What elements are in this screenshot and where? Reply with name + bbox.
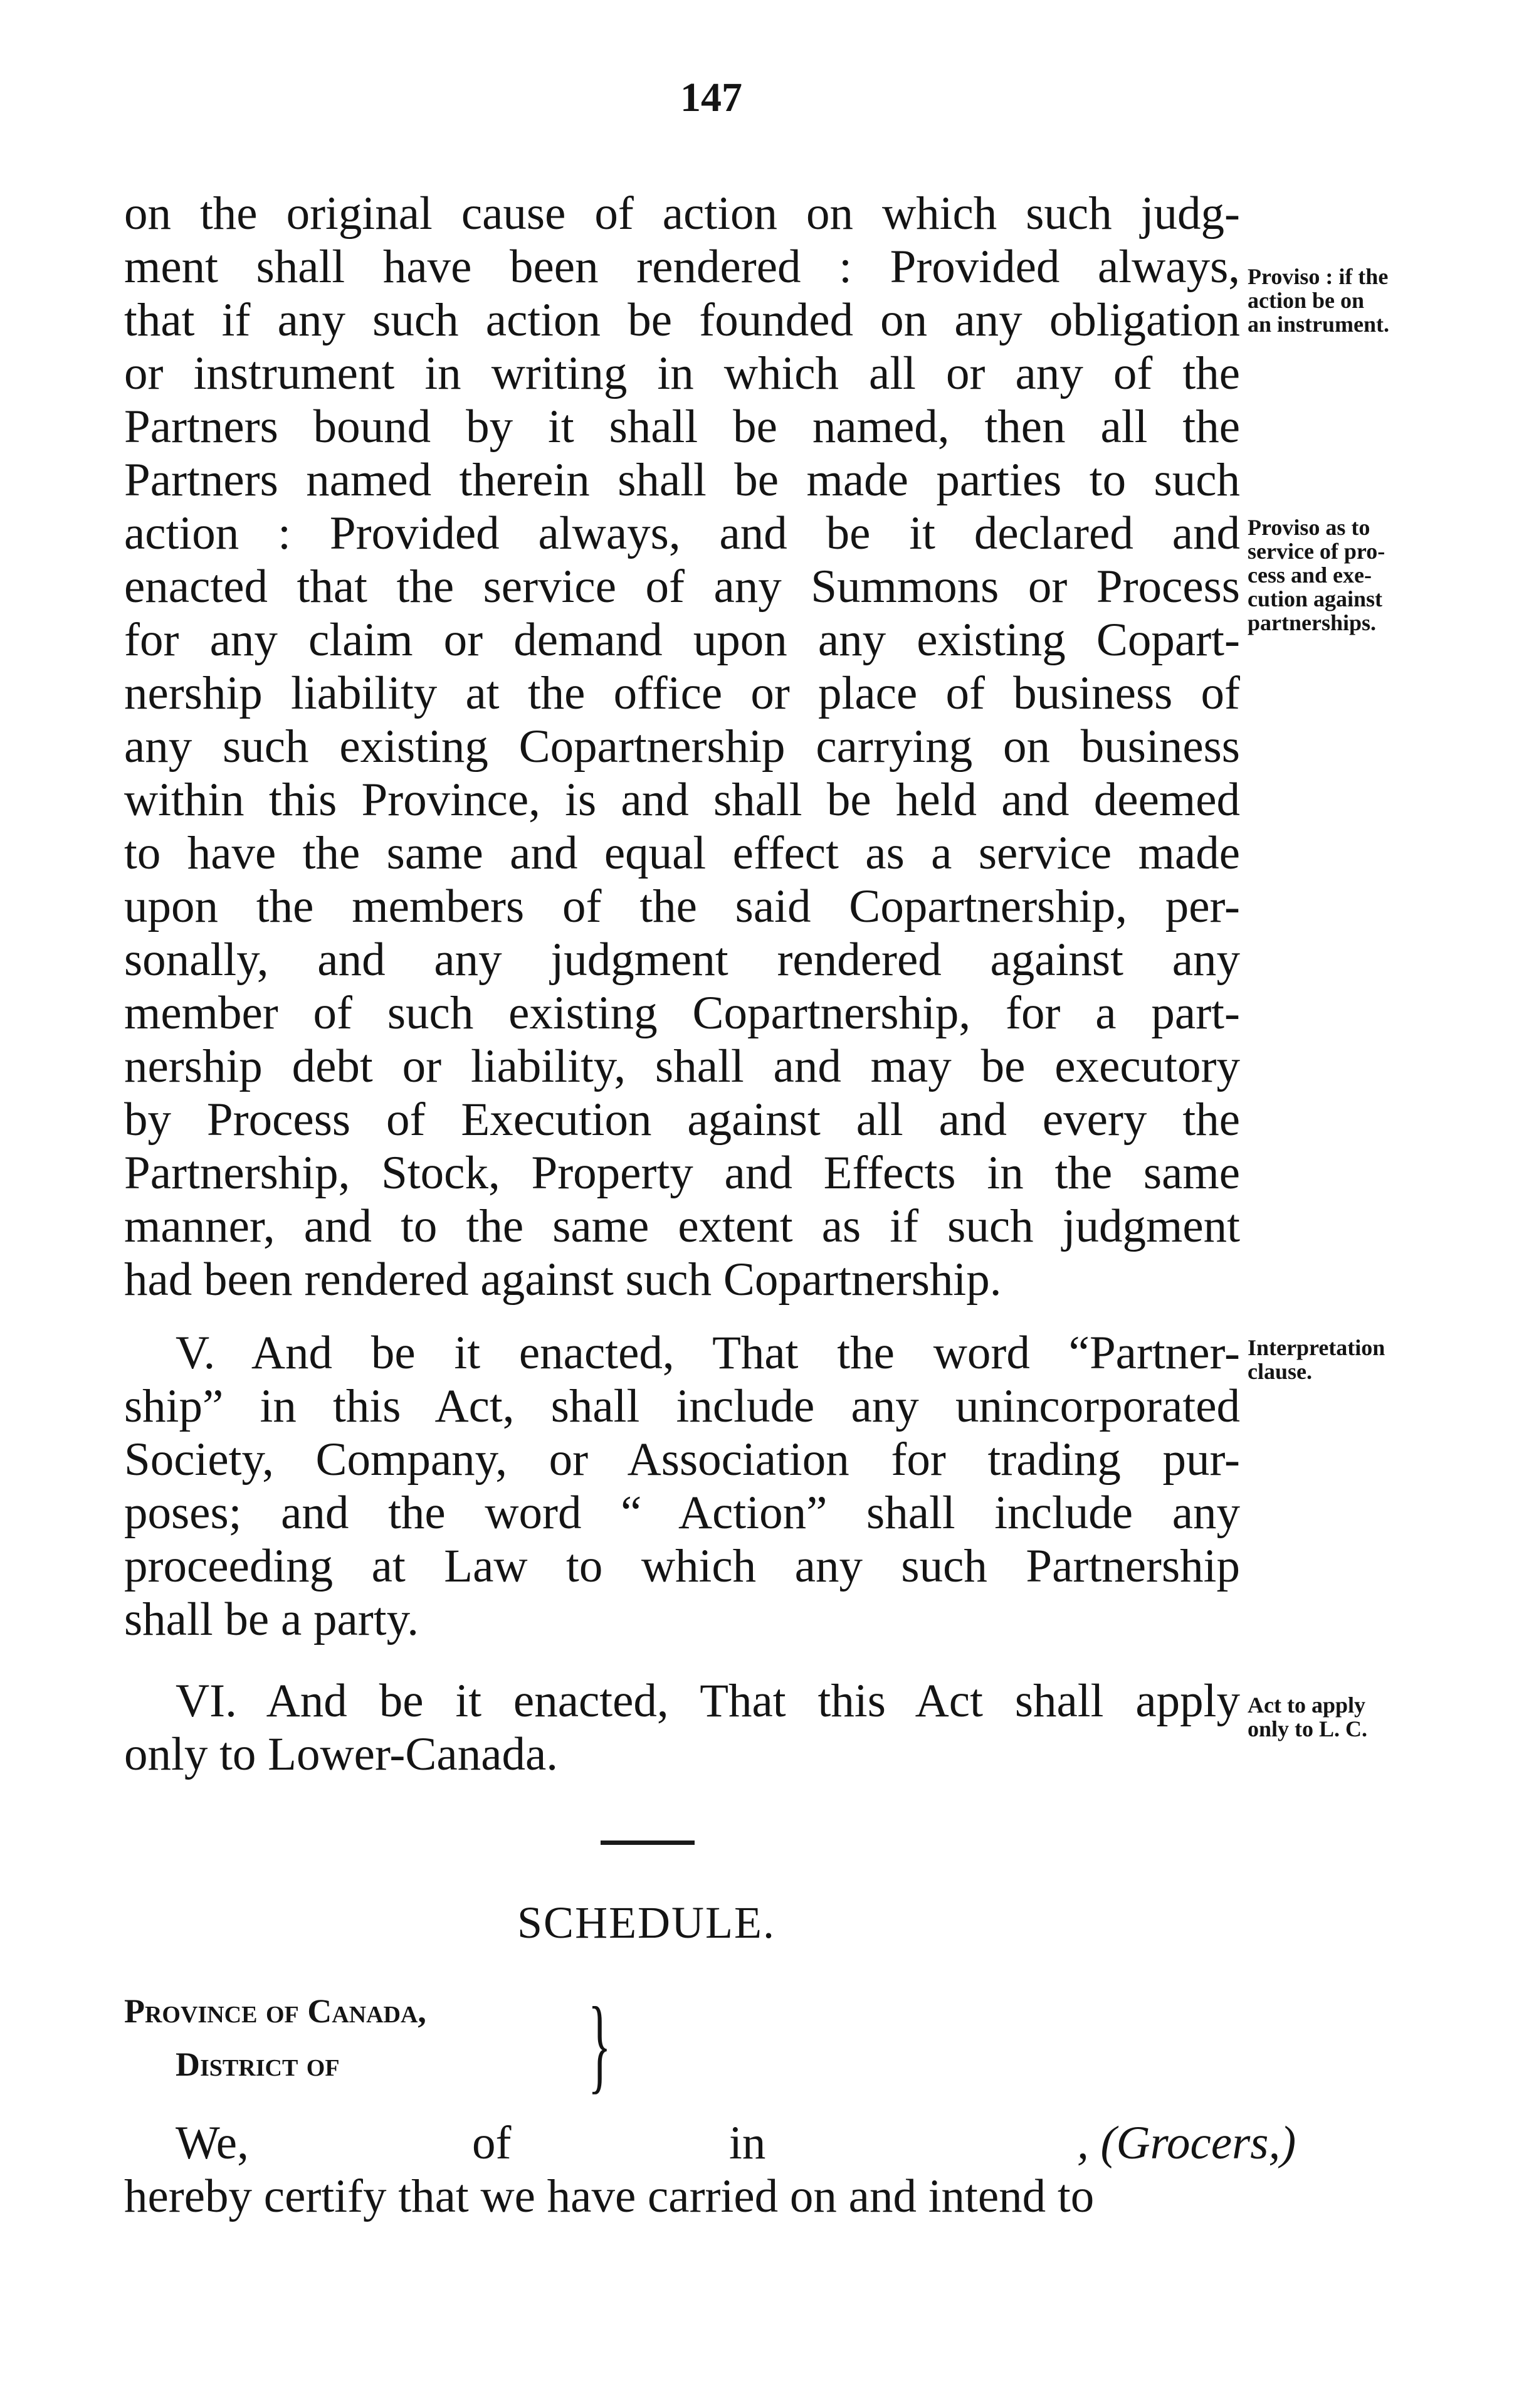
text-line: by Process of Execution against all and every the	[124, 1094, 1240, 1146]
text-line: proceeding at Law to which any such Partnership	[124, 1540, 1240, 1592]
text-line: within this Province, is and shall be held and deemed	[124, 774, 1240, 826]
paragraph-section-5	[124, 1326, 1240, 1646]
margin-note-interpretation	[1248, 1336, 1461, 1383]
text-line: Partners named therein shall be made parties to such	[124, 454, 1240, 506]
margin-note-line: Interpretation	[1248, 1335, 1385, 1360]
text-line: or instrument in writing in which all or any of the	[124, 347, 1240, 399]
text-line: Society, Company, or Association for trading pur-	[124, 1434, 1240, 1486]
text-line: only to Lower-Canada.	[124, 1728, 559, 1780]
margin-note-line: clause.	[1248, 1359, 1312, 1384]
margin-note-line: Proviso as to	[1248, 515, 1370, 540]
text-line: for any claim or demand upon any existing Copart-	[124, 614, 1240, 666]
text-line: manner, and to the same extent as if such judgment	[124, 1200, 1240, 1252]
form-in: in	[729, 2117, 766, 2169]
form-of: of	[472, 2117, 512, 2169]
schedule-heading: SCHEDULE.	[517, 1898, 775, 1948]
text-line: ment shall have been rendered : Provided always,	[124, 241, 1240, 293]
form-we: We,	[176, 2117, 249, 2169]
margin-note-line: Proviso : if the	[1248, 264, 1389, 289]
text-line: on the original cause of action on which such judg-	[124, 187, 1240, 240]
paragraph-main	[124, 187, 1240, 1306]
text-line: had been rendered against such Copartnership.	[124, 1254, 1002, 1306]
text-line: poses; and the word “ Action” shall include any	[124, 1487, 1240, 1539]
margin-note-line: Act to apply	[1248, 1692, 1365, 1718]
margin-note-application	[1248, 1693, 1461, 1741]
text-line: shall be a party.	[124, 1593, 419, 1645]
text-line: any such existing Copartnership carrying on business	[124, 721, 1240, 773]
text-line: nership debt or liability, shall and may be executory	[124, 1040, 1240, 1092]
text-line: VI. And be it enacted, That this Act shall apply	[176, 1675, 1240, 1727]
text-line: sonally, and any judgment rendered against any	[124, 934, 1240, 986]
text-line: to have the same and equal effect as a service made	[124, 827, 1240, 879]
text-line: Partnership, Stock, Property and Effects in the same	[124, 1147, 1240, 1199]
form-grocers: , (Grocers,)	[1077, 2117, 1296, 2169]
paragraph-section-6	[124, 1674, 1240, 1781]
province-line: Province of Canada,	[124, 1992, 426, 2030]
margin-note-proviso-service	[1248, 515, 1461, 635]
margin-note-line: partnerships.	[1248, 610, 1377, 635]
text-line: ship” in this Act, shall include any unincorporated	[124, 1380, 1240, 1432]
section-divider	[601, 1840, 695, 1845]
text-line: nership liability at the office or place of business of	[124, 667, 1240, 719]
margin-note-line: cution against	[1248, 586, 1383, 611]
margin-note-line: an instrument.	[1248, 312, 1390, 337]
text-line: that if any such action be founded on any obligation	[124, 294, 1240, 346]
margin-note-line: cess and exe-	[1248, 562, 1372, 588]
page-number: 147	[680, 75, 742, 120]
province-district-block	[124, 1985, 426, 2091]
margin-note-line: service of pro-	[1248, 539, 1385, 564]
form-line: hereby certify that we have carried on and intend to	[124, 2170, 1095, 2222]
margin-note-proviso-instrument	[1248, 265, 1461, 336]
text-line: upon the members of the said Copartnership, per-	[124, 880, 1240, 932]
margin-note-line: only to L. C.	[1248, 1716, 1368, 1741]
margin-note-line: action be on	[1248, 288, 1365, 313]
text-line: Partners bound by it shall be named, then all the	[124, 401, 1240, 453]
text-line: action : Provided always, and be it declared and	[124, 507, 1240, 559]
text-line: V. And be it enacted, That the word “Partner-	[176, 1327, 1240, 1379]
text-line: enacted that the service of any Summons or Process	[124, 561, 1240, 613]
brace-glyph: }	[588, 1985, 611, 2103]
district-line: District of	[176, 2046, 340, 2083]
text-line: member of such existing Copartnership, for a part-	[124, 987, 1240, 1039]
